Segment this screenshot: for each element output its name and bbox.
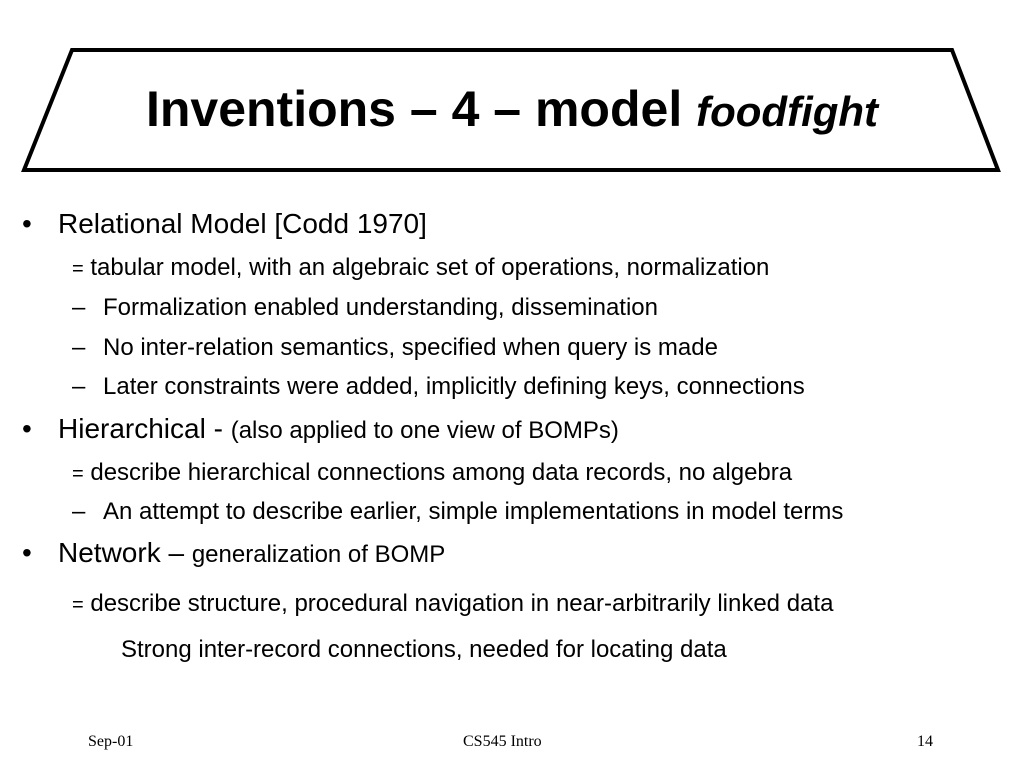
bullet-hierarchical	[58, 413, 619, 445]
sub-marker: =	[72, 463, 84, 485]
sub-marker: –	[72, 373, 86, 400]
bullet-relational-model: Relational Model [Codd 1970]	[58, 208, 427, 239]
bullet-marker: •	[22, 537, 32, 568]
sub-text: Later constraints were added, implicitly defining keys, connections	[103, 373, 805, 400]
sub-item	[72, 459, 792, 487]
bullet-marker: •	[22, 413, 32, 444]
footer-page-number: 14	[917, 733, 933, 750]
sub-text: An attempt to describe earlier, simple implementations in model terms	[103, 498, 844, 525]
bullet-network-note: generalization of BOMP	[191, 541, 446, 568]
slide-title-italic: foodfight	[696, 88, 879, 135]
sub-text: describe hierarchical connections among data records, no algebra	[90, 459, 793, 486]
sub-text: No inter-relation semantics, specified when query is made	[103, 334, 718, 361]
footer-date: Sep-01	[88, 733, 134, 750]
sub-marker: –	[72, 498, 86, 525]
slide-title-main: Inventions – 4 – model	[145, 81, 683, 137]
sub-marker: =	[72, 594, 84, 616]
footer-course: CS545 Intro	[463, 733, 542, 750]
sub-item	[72, 254, 769, 282]
sub-text: Strong inter-record connections, needed for locating data	[121, 636, 727, 663]
sub-text: Formalization enabled understanding, dissemination	[103, 294, 658, 321]
bullet-network-text: Network –	[58, 537, 185, 568]
bullet-network	[58, 537, 445, 569]
bullet-hierarchical-text: Hierarchical -	[58, 413, 223, 444]
sub-marker: –	[72, 334, 86, 361]
sub-text: describe structure, procedural navigation in near-arbitrarily linked data	[90, 590, 834, 617]
sub-marker: =	[72, 258, 84, 280]
bullet-marker: •	[22, 208, 32, 239]
bullet-hierarchical-note: (also applied to one view of BOMPs)	[230, 417, 619, 444]
sub-text: tabular model, with an algebraic set of operations, normalization	[90, 254, 770, 281]
sub-item	[72, 590, 833, 618]
sub-marker: –	[72, 294, 86, 321]
